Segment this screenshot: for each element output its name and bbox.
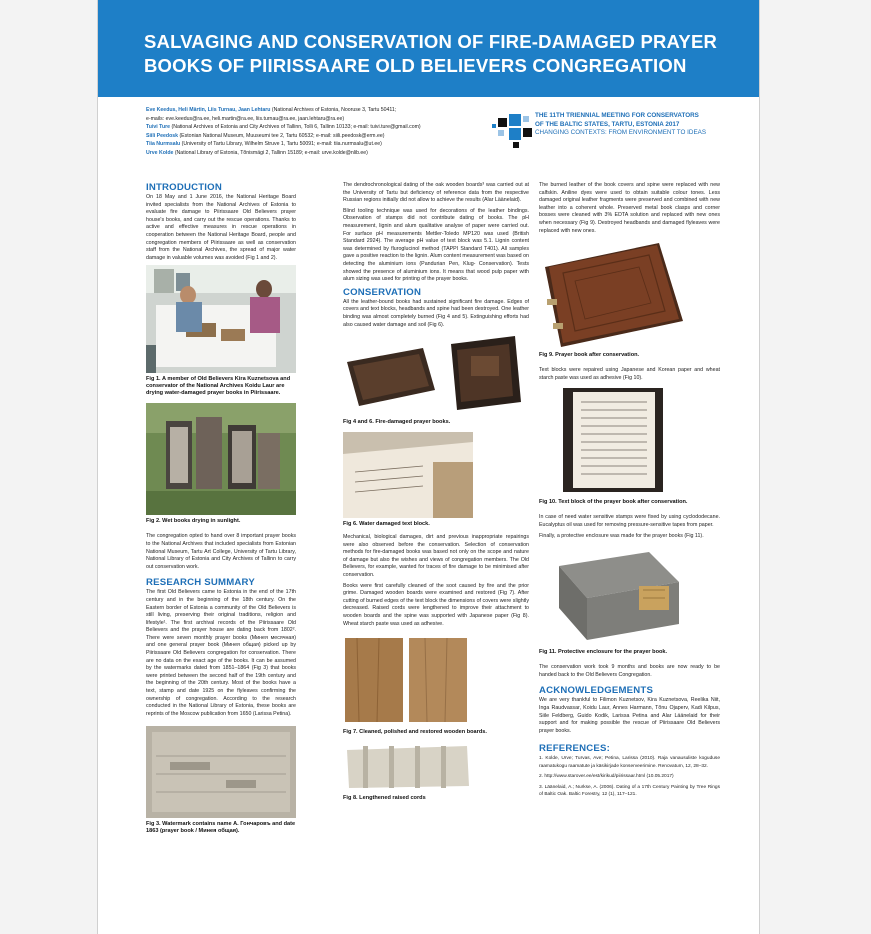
author-line	[146, 115, 516, 124]
conference-info	[535, 112, 755, 138]
fig8-photo	[343, 742, 473, 792]
section-heading-acknowledgements: ACKNOWLEDGEMENTS	[539, 685, 654, 697]
reference-item: 1. Kolde, Urve; Turvas, Ave; Petina, Larissa (2010). Raja vanausuliste koguduse raamatukogu raamatute ja käsikirjade konserveerimine. Renovatum, 12, 28–32.	[539, 756, 720, 769]
fig6-photo	[343, 432, 473, 518]
conference-tagline: CHANGING CONTEXTS: FROM ENVIRONMENT TO IDEAS	[535, 129, 707, 137]
fig2-photo	[146, 403, 296, 515]
section-heading-conservation: CONSERVATION	[343, 286, 422, 298]
section-heading-references: REFERENCES:	[539, 743, 610, 755]
fig4-5-caption: Fig 4 and 6. Fire-damaged prayer books.	[343, 419, 451, 426]
fig8-caption: Fig 8. Lengthened raised cords	[343, 795, 426, 802]
analysis-paragraph: Blind tooling technique was used for decorations of the leather bindings. Observation of stamps did not contribute dating of books. The pH measurement, lignin and alum qualitative analyse of paper were carried out. For surface pH measurements Mettler-Toledo MP120 was used (British Standard 2924). The average pH value of text block was 5.1. Lignin content was determined by fluroglucinol method (TAPPI Standard T401). All samples gave a positive reaction to the lignin. Alum content measurement was based on detecting the aluminium ions (Pandurian Pen, Klug- Conservation). Tests showed the presence of aluminium ions. It means that wood pulp paper with alum sizing was used for printing of the prayer books.	[343, 207, 529, 283]
fig9-photo	[539, 239, 689, 349]
author-affiliation: (University of Tartu Library, Wilhelm Struve 1, Tartu 50091; e-mail: tiia.nurmsalu@ut.ee)	[180, 141, 382, 148]
author-names: Siili Peedosk	[146, 132, 179, 139]
author-names: Tiia Nurmsalu	[146, 141, 181, 148]
author-affiliation: e-mails: eve.keedus@ra.ee, heli.martin@ra.ee, liis.turnau@ra.ee, jaan.lehtaru@ra.ee)	[146, 115, 345, 122]
enclosure-paragraph: Finally, a protective enclosure was made for the prayer books (Fig 11).	[539, 532, 704, 539]
damage-paragraph: Mechanical, biological damages, dirt and previous inappropriate repairings were also observed before the conservation. Selection of conservation methods for fire-damaged books was based not only on the scope and nature of damage but also the wishes and views of congregation members. The Old Believers, for example, wanted for traces of fire damage to be minimised after conservation.	[343, 534, 529, 579]
research-paragraph: The first Old Believers came to Estonia in the end of the 17th century and in the beginning of the 18th century. On the Eastern border of Estonia a community of the Old Believers is still living, preserving their original traditions, religion and lifestyle¹. The first archival records of the Piirissaare Old Believers and the prayer house are dating back from 1802². There were seven monthly prayer books (Минея месячная) and one general prayer book (Минея общая) picked up by Piirissaare Old Believers congregation for conservation. There are no data on the exact age of the books. It can be assumed by the watermarks dated from 1851–1864 (Fig 3) that books were printed between the second half of the 19th century and the beginning of the 20th century. Most of the books have a text, stamp and date 1925 on the flyleaves confirming the ownership of congregation. According to the research conducted in the National Library of Estonia, these books are reprints of the Moscow publication from 1650 (Larissa Petina).	[146, 589, 296, 717]
conference-logo	[492, 108, 538, 150]
section-heading-research: RESEARCH SUMMARY	[146, 577, 255, 589]
leather-paragraph: The burned leather of the book covers and spine were replaced with new calfskin. Aniline dyes were used to obtain suitable colour tones. Less damaged original leather fragments were preserved and combined with new leather into a coherent whole. Preserved metal book clasps and corner bosses were cleaned with 3% EDTA solution and replaced with new ones when necessary (Fig 9). Destroyed headbands and damaged flyleaves were replaced with new ones.	[539, 182, 720, 234]
fig3-caption: Fig 3. Watermark contains name А. Гончаровъ and date 1863 (prayer book / Минея общая).	[146, 821, 296, 835]
reference-list	[539, 755, 720, 798]
acknowledgements-paragraph: We are very thankful to Filimon Kuznetsov, Kira Kuznetsova, Reelika Niit, Inga Raudvassar, Koidu Laur, Annes Harmann, Tõnu Ojaperv, Kadi Kilpus, Siile Feldberg, Guido Kodik, Larissa Petina and Alar Läänelaid for their support and for making possible the rescue of Piirissaare Old Believers prayer books.	[539, 697, 720, 734]
fig1-photo	[146, 265, 296, 373]
fig3-photo	[146, 726, 296, 818]
fig1-caption: Fig 1. A member of Old Believers Kira Kuznetsova and conservator of the National Archives Koidu Laur are drying water-damaged prayer books in Piirissaare.	[146, 376, 291, 397]
reference-item: 3. Läänelaid, A.; Nurkse, A. (2006). Dating of a 17th Century Painting by Tree Rings of Baltic Oak. Baltic Forestry, 12 (1), 117–121.	[539, 784, 720, 797]
author-affiliation: (National Library of Estonia, Tõnismägi 2, Tallinn 15189; e-mail: urve.kolde@nlib.ee)	[173, 149, 368, 156]
conference-line: THE 11TH TRIENNIAL MEETING FOR CONSERVATORS	[535, 112, 699, 119]
fig11-caption: Fig 11. Protective enclosure for the prayer book.	[539, 649, 668, 656]
conclusion-paragraph: The conservation work took 9 months and books are now ready to be handed back to the Old Believers Congregation.	[539, 664, 720, 678]
title-line-1: SALVAGING AND CONSERVATION OF FIRE-DAMAGED PRAYER	[144, 31, 718, 52]
reference-item: 2. http://www.starover.ee/est/kirikud/piirissaar.html (10.05.2017)	[539, 774, 674, 780]
column-1	[146, 182, 296, 841]
column-3	[539, 182, 720, 801]
fig11-photo	[539, 546, 689, 646]
author-list	[146, 106, 516, 158]
conference-line: OF THE BALTIC STATES, TARTU, ESTONIA 2017	[535, 120, 680, 128]
author-line	[146, 132, 516, 141]
textblock-paragraph: Text blocks were repaired using Japanese and Korean paper and wheat starch paste was used as adhesive (Fig 10).	[539, 367, 720, 381]
author-names: Urve Kolde	[146, 149, 174, 156]
author-line	[146, 106, 516, 115]
stamps-paragraph: In case of need water sensitive stamps were fixed by using cyclododecane. Eucalyptus oil was used for removing pressure-sensitive tapes from paper.	[539, 514, 720, 528]
intro-paragraph-2: The congregation opted to hand over 8 important prayer books to the National Archives that included specialists from Estonian National Museum, Tartu Art College, University of Tartu Library, National Library of Estonia and City Archives of Tallinn to carry out conservation work.	[146, 533, 296, 570]
fig6-caption: Fig 6. Water damaged text block.	[343, 521, 430, 528]
dating-paragraph: The dendrochronological dating of the oak wooden boards³ was carried out at the University of Tartu but deficiency of reference data from the respective Russian regions initially did not allow to achieve the results (Alar Läänelaid).	[343, 182, 529, 204]
fig7-photo	[343, 634, 473, 726]
author-names: Eve Keedus, Heli Märtin, Liis Turnau, Jaan Lehtaru	[146, 107, 271, 113]
fig2-caption: Fig 2. Wet books drying in sunlight.	[146, 518, 241, 525]
poster-right-edge	[759, 0, 760, 934]
author-line	[146, 140, 516, 149]
intro-paragraph: On 18 May and 1 June 2016, the National Heritage Board invited specialists from the National Archives of Estonia to evaluate fire damage to Piirissaare Old Believers prayer house's books, and carry out the rescue operations. Thanks to active and effective measures in rescue operations in cooperation between the National Heritage Board, people and congregation members of Piirissaare as well as conservation staff from the National Archives, the spread of major water damage in valuable volumes was avoided (Fig 1 and 2).	[146, 194, 296, 261]
fig7-caption: Fig 7. Cleaned, polished and restored wooden boards.	[343, 729, 487, 736]
cleaning-paragraph: Books were first carefully cleaned of the soot caused by fire and the prior grime. Damaged wooden boards were examined and restored (Fig 7). After cutting of burned edges of the text block the dimensions of covers were slightly decreased. Raised cords were lengthened to improve their attachment to wooden boards and the spine was supported with Japanese paper (Fig 8). Wheat starch paste was used as adhesive.	[343, 582, 529, 627]
fig4-5-photo	[343, 332, 529, 416]
poster	[98, 0, 759, 934]
fig10-photo	[539, 386, 689, 496]
section-heading-introduction: INTRODUCTION	[146, 182, 222, 193]
conservation-paragraph: All the leather-bound books had sustained significant fire damage. Edges of covers and text blocks, headbands and spine had been destroyed. One leather binding was almost completely burned (Fig 4 and 5). Extinguishing efforts had also caused water damage and soil (Fig 6).	[343, 298, 529, 328]
fig10-caption: Fig 10. Text block of the prayer book after conservation.	[539, 499, 688, 506]
poster-title	[144, 30, 744, 78]
fig9-caption: Fig 9. Prayer book after conservation.	[539, 352, 640, 359]
title-banner	[98, 0, 759, 97]
author-affiliation: (National Archives of Estonia and City Archives of Tallinn, Tolli 6, Tallinn 10133; e-mail: tuivi.ture@gmail.com)	[170, 124, 421, 131]
author-names: Tuivi Ture	[146, 124, 171, 131]
author-line	[146, 149, 516, 158]
column-2	[343, 182, 529, 808]
author-line	[146, 123, 516, 132]
title-line-2: BOOKS OF PIIRISSAARE OLD BELIEVERS CONGREGATION	[144, 55, 687, 76]
author-affiliation: (Estonian National Museum, Muuseumi tee 2, Tartu 60532; e-mail: siili.peedosk@erm.ee)	[178, 132, 385, 139]
author-affiliation: (National Archives of Estonia, Nooruse 3, Tartu 50411;	[270, 107, 397, 113]
